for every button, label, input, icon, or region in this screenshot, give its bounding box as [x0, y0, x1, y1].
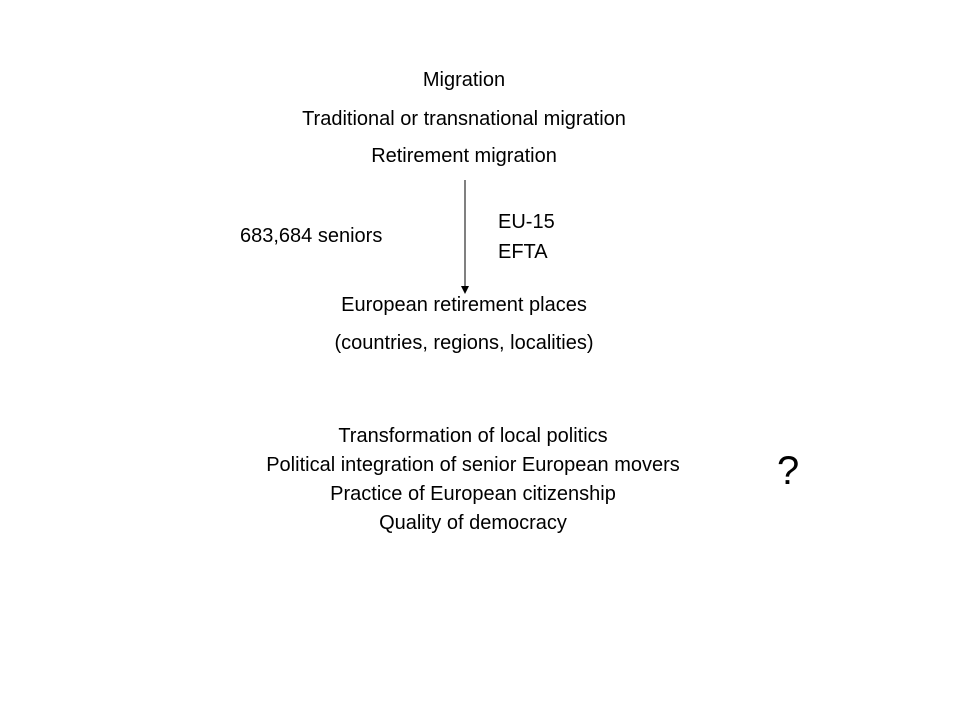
seniors-count: 683,684 seniors [240, 225, 383, 247]
outcome-quality-democracy: Quality of democracy [379, 512, 567, 534]
retirement-migration-label: Retirement migration [371, 145, 557, 167]
outcome-european-citizenship: Practice of European citizenship [330, 483, 616, 505]
migration-heading: Migration [422, 69, 506, 91]
origin-eu15: EU-15 [498, 211, 555, 233]
outcome-local-politics: Transformation of local politics [338, 425, 608, 447]
destination-title: European retirement places [341, 294, 587, 316]
origin-efta: EFTA [498, 241, 548, 263]
outcome-political-integration: Political integration of senior European movers [266, 454, 680, 476]
traditional-migration-label: Traditional or transnational migration [302, 108, 626, 130]
question-mark: ? [777, 449, 800, 493]
destination-subtitle: (countries, regions, localities) [334, 332, 594, 354]
